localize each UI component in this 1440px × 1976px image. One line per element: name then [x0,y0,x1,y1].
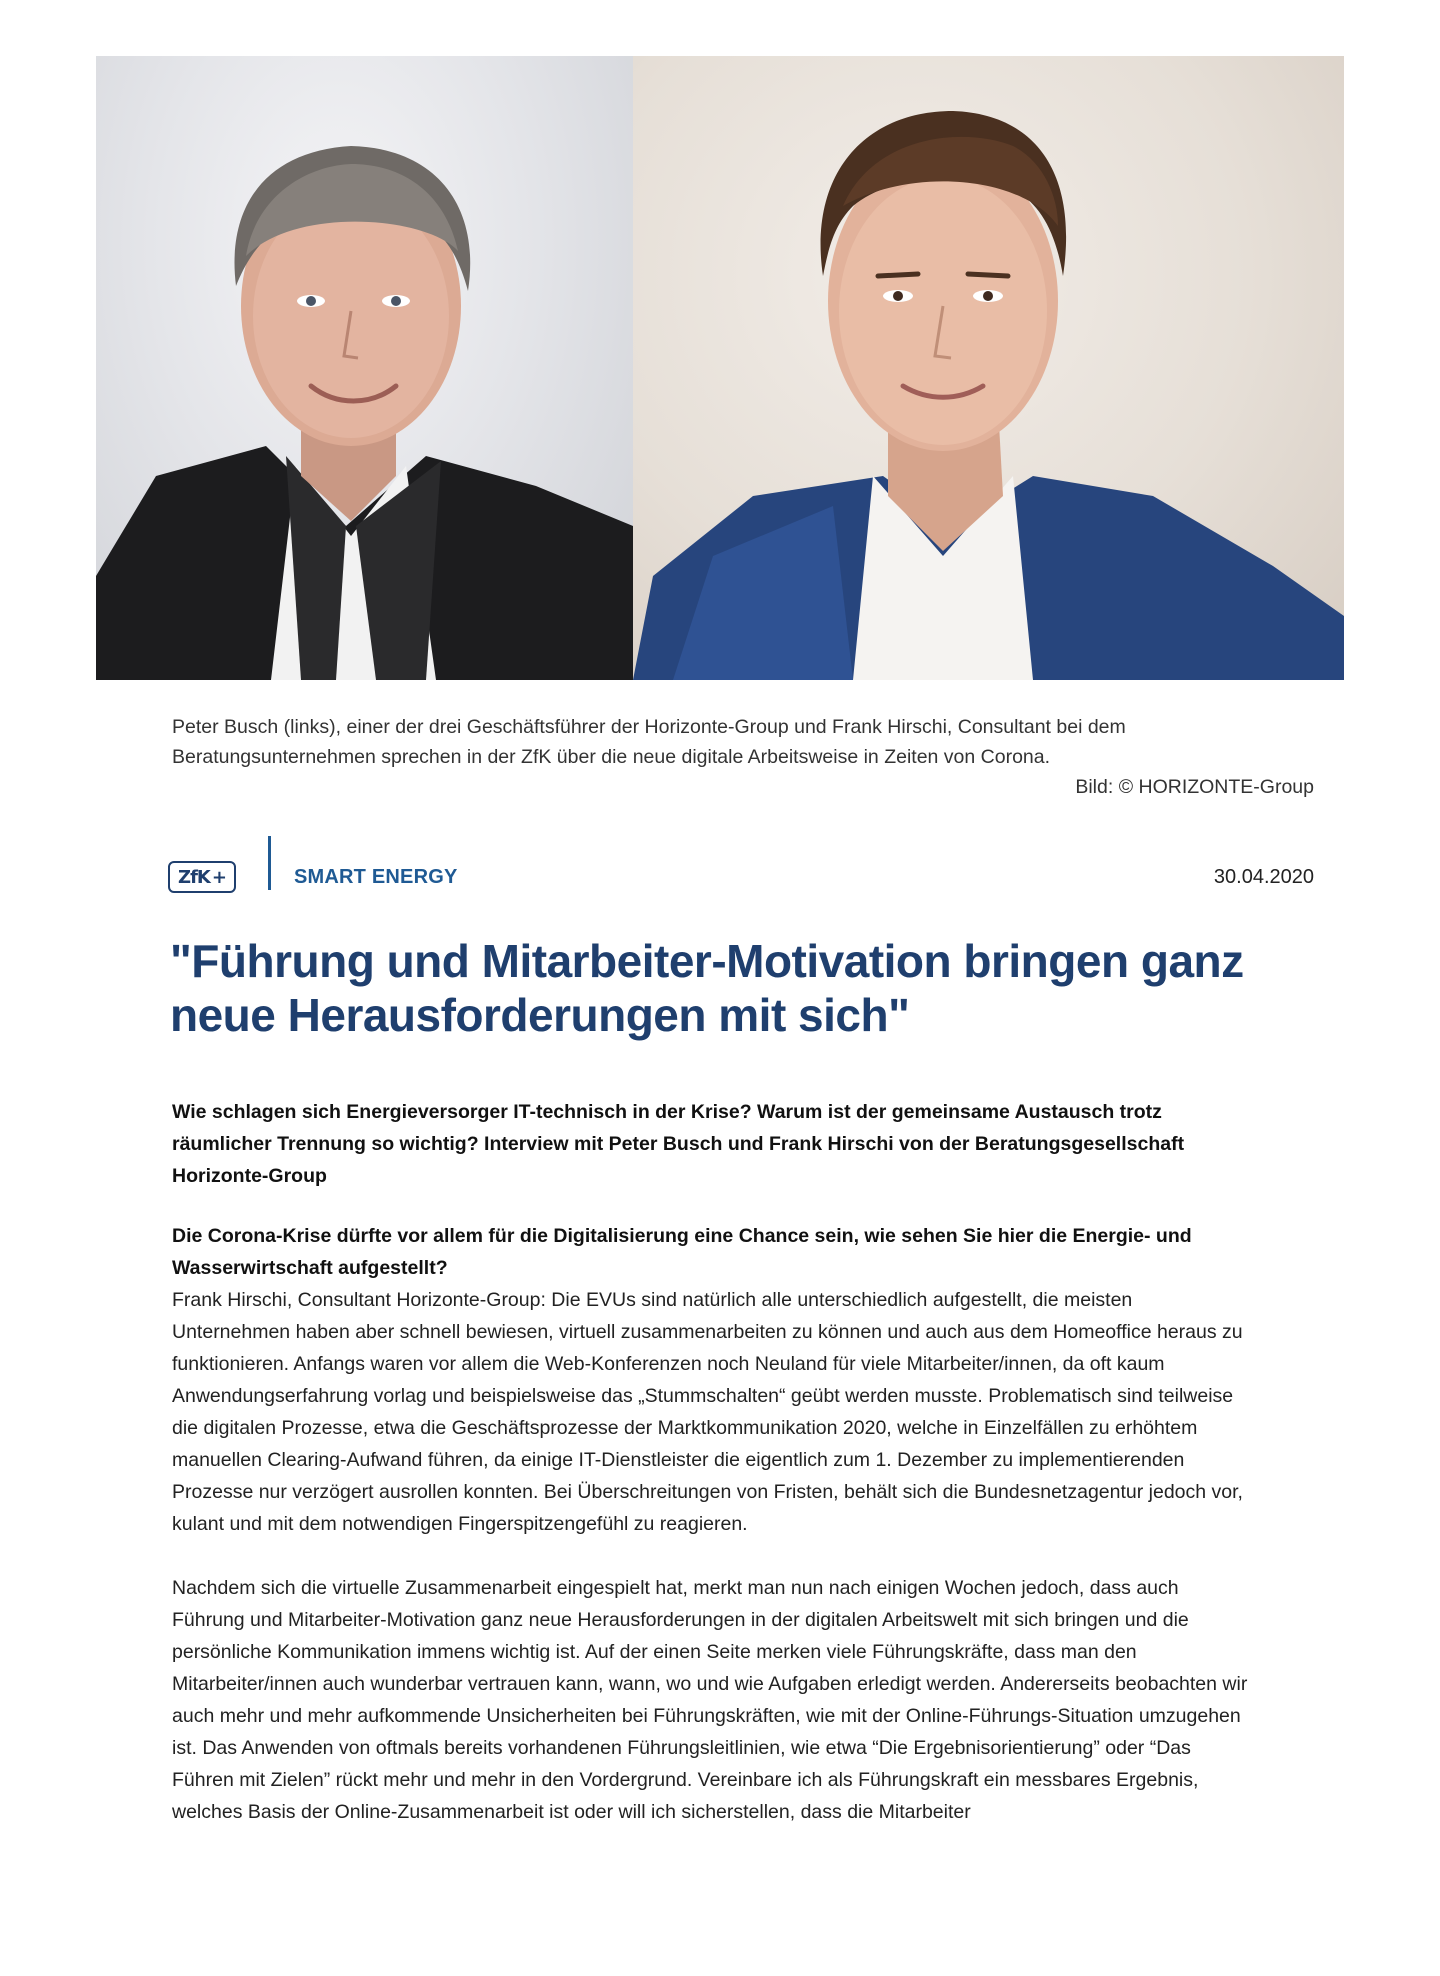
article-headline: "Führung und Mitarbeiter-Motivation bringen ganz neue Herausforderungen mit sich" [170,935,1244,1041]
article-body [172,1220,1252,1860]
article-paragraph: Frank Hirschi, Consultant Horizonte-Group: Die EVUs sind natürlich alle unterschiedlich aufgestellt, die meisten Unternehmen haben aber schnell bewiesen, virtuell zusammenarbeiten zu können und auch aus dem Homeoffice heraus zu funktionieren. Anfangs waren vor allem die Web-Konferenzen noch Neuland für viele Mitarbeiter/innen, da oft kaum Anwendungserfahrung vorlag und beispielsweise das „Stummschalten“ geübt werden musste. Problematisch sind teilweise die digitalen Prozesse, etwa die Geschäftsprozesse der Marktkommunikation 2020, welche in Einzelfällen zu erhöhtem manuellen Clearing-Aufwand führen, da einige IT-Dienstleister die eigentlich zum 1. Dezember zu implementierenden Prozesse nur verzögert ausrollen konnten. Bei Überschreitungen von Fristen, behält sich die Bundesnetzagentur jedoch vor, kulant und mit dem notwendigen Fingerspitzengefühl zu reagieren. [172,1289,1243,1535]
portrait-frank-hirschi [633,56,1344,680]
article-paragraph: Nachdem sich die virtuelle Zusammenarbeit eingespielt hat, merkt man nun nach einigen Wochen jedoch, dass auch Führung und Mitarbeiter-Motivation ganz neue Herausforderungen in der digitalen Arbeitswelt mit sich bringen und die persönliche Kommunikation immens wichtig ist. Auf der einen Seite merken viele Führungskräfte, dass man den Mitarbeiter/innen auch wunderbar vertrauen kann, wann, wo und wie Aufgaben erledigt werden. Andererseits beobachten wir auch mehr und mehr aufkommende Unsicherheiten bei Führungskräften, wie mit der Online-Führungs-Situation umzugehen ist. Das Anwenden von oftmals bereits vorhandenen Führungsleitlinien, wie etwa “Die Ergebnisorientierung” oder “Das Führen mit Zielen” rückt mehr und mehr in den Vordergrund. Vereinbare ich als Führungskraft ein messbares Ergebnis, welches Basis der Online-Zusammenarbeit ist oder will ich sicherstellen, dass die Mitarbeiter [172,1577,1248,1823]
hero-image [96,56,1344,680]
logo-text: ZfK [178,866,210,888]
portrait-right-illustration [633,56,1344,680]
image-credit: Bild: © HORIZONTE-Group [1075,776,1314,798]
article-lead: Wie schlagen sich Energieversorger IT-technisch in der Krise? Warum ist der gemeinsame Austausch trotz räumlicher Trennung so wichtig? Interview mit Peter Busch und Frank Hirschi von der Beratungsgesellschaft Horizonte-Group [172,1101,1185,1187]
interview-question: Die Corona-Krise dürfte vor allem für die Digitalisierung eine Chance sein, wie sehen Sie hier die Energie- und Wasserwirtschaft aufgestellt? [172,1225,1192,1279]
logo-plus: + [211,866,226,888]
portrait-peter-busch [96,56,633,680]
zfk-plus-logo[interactable] [168,861,236,893]
publish-date: 30.04.2020 [1213,866,1314,888]
meta-divider [268,836,271,890]
caption-text: Peter Busch (links), einer der drei Geschäftsführer der Horizonte-Group und Frank Hirschi, Consultant bei dem Beratungsunternehmen sprechen in der ZfK über die neue digitale Arbeitsweise in Zeiten von Corona. [172,716,1126,768]
category-link[interactable]: SMART ENERGY [294,866,458,888]
portrait-left-illustration [96,56,633,680]
image-caption [172,712,1314,772]
